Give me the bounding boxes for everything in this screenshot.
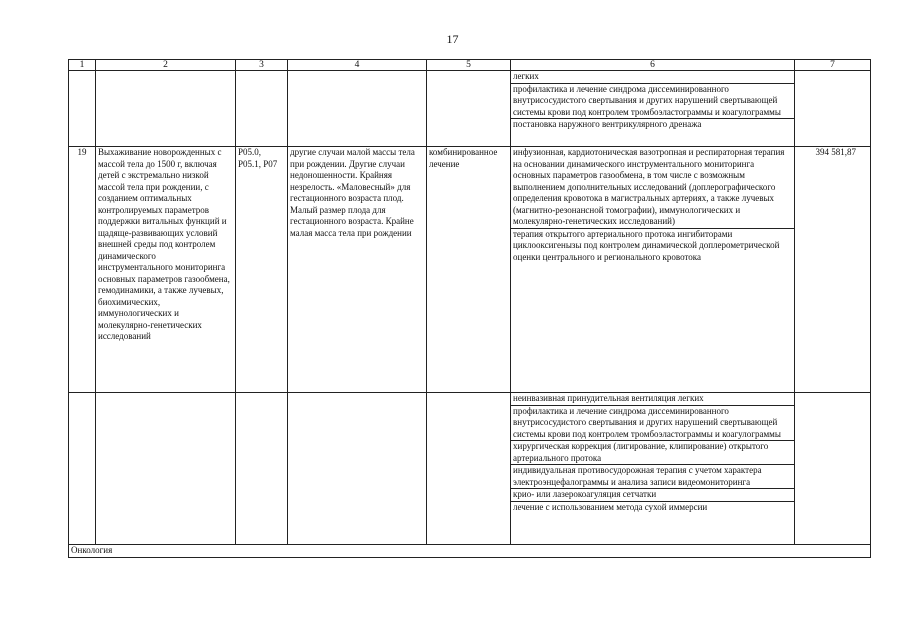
- treatment-item: профилактика и лечение синдрома диссеминированного внутрисосудистого свертывания и других нарушений свертывающей системы крови под контролем тромбоэластограммы и коагулограммы: [511, 84, 794, 120]
- treatment-item: крио- или лазерокоагуляция сетчатки: [511, 489, 794, 502]
- treatment-item: хирургическая коррекция (лигирование, клипирование) открытого артериального протока: [511, 441, 794, 465]
- cont-model-cell: [288, 71, 427, 147]
- row-patient-model: другие случаи малой массы тела при рождении. Другие случаи недоношенности. Крайняя незрелость. «Маловесный» для гестационного возраста плод. Малый размер плода для гестационного возраста. Крайне малая масса тела при рождении: [288, 147, 427, 393]
- cont-price-cell: [795, 71, 871, 147]
- treatment-item: профилактика и лечение синдрома диссеминированного внутрисосудистого свертывания и других нарушений свертывающей системы крови под контролем тромбоэластограммы и коагулограммы: [511, 406, 794, 442]
- header-col-3: 3: [236, 60, 288, 71]
- treatment-item: индивидуальная противосудорожная терапия с учетом характера электроэнцефалограммы и анализа записи видеомониторинга: [511, 465, 794, 489]
- treatment-item: постановка наружного вентрикулярного дренажа: [513, 119, 702, 129]
- row-treatment-type: комбинированное лечение: [427, 147, 511, 393]
- page-number: 17: [446, 32, 459, 46]
- cont-treatments-cell: [511, 71, 795, 147]
- cont2-description-cell: [96, 393, 236, 545]
- continuation-row: [69, 71, 871, 147]
- header-row: [69, 60, 871, 71]
- treatment-item: лечение с использованием метода сухой иммерсии: [513, 501, 708, 512]
- row-number: 19: [69, 147, 96, 393]
- header-col-7: 7: [795, 60, 871, 71]
- header-col-4: 4: [288, 60, 427, 71]
- treatment-item: неинвазивная принудительная вентиляция легких: [511, 393, 794, 406]
- treatment-item: терапия открытого артериального протока ингибиторами циклооксигенызы под контролем динамической доплерометрической оценки центрального и регионального кровотока: [513, 228, 780, 262]
- header-col-1: 1: [69, 60, 96, 71]
- cont2-model-cell: [288, 393, 427, 545]
- treatment-item: легких: [511, 71, 794, 84]
- header-col-6: 6: [511, 60, 795, 71]
- cont2-number-cell: [69, 393, 96, 545]
- row-19: [69, 147, 871, 393]
- section-row: [69, 545, 871, 558]
- cont-codes-cell: [236, 71, 288, 147]
- header-col-5: 5: [427, 60, 511, 71]
- row-codes: P05.0, P05.1, P07: [236, 147, 288, 393]
- cont2-treatments-cell: [511, 393, 795, 545]
- row-treatments: [511, 147, 795, 393]
- cont2-type-cell: [427, 393, 511, 545]
- treatment-item: инфузионная, кардиотоническая вазотропная и респираторная терапия на основании динамического инструментального мониторинга основных параметров газообмена, в том числе с возможным выполнением дополнительных исследований (доплерографического определения кровотока в магистральных артериях, а также лучевых (магнитно-резонансной томографии), иммунологических и молекулярно-генетических исследований): [511, 147, 794, 229]
- row-description: Выхаживание новорожденных с массой тела до 1500 г, включая детей с экстремально низкой массой тела при рождении, с созданием оптимальных контролируемых параметров поддержки витальных функций и щадяще-развивающих условий внешней среды под контролем динамического инструментального мониторинга основных параметров газообмена, гемодинамики, а также лучевых, биохимических, иммунологических и молекулярно-генетических исследований: [96, 147, 236, 393]
- cont-number-cell: [69, 71, 96, 147]
- cont-type-cell: [427, 71, 511, 147]
- cont-description-cell: [96, 71, 236, 147]
- cont2-codes-cell: [236, 393, 288, 545]
- medical-care-table: [68, 59, 871, 558]
- section-label: Онкология: [69, 545, 871, 558]
- row-price: 394 581,87: [795, 147, 871, 393]
- header-col-2: 2: [96, 60, 236, 71]
- cont2-price-cell: [795, 393, 871, 545]
- row-19-continuation: [69, 393, 871, 545]
